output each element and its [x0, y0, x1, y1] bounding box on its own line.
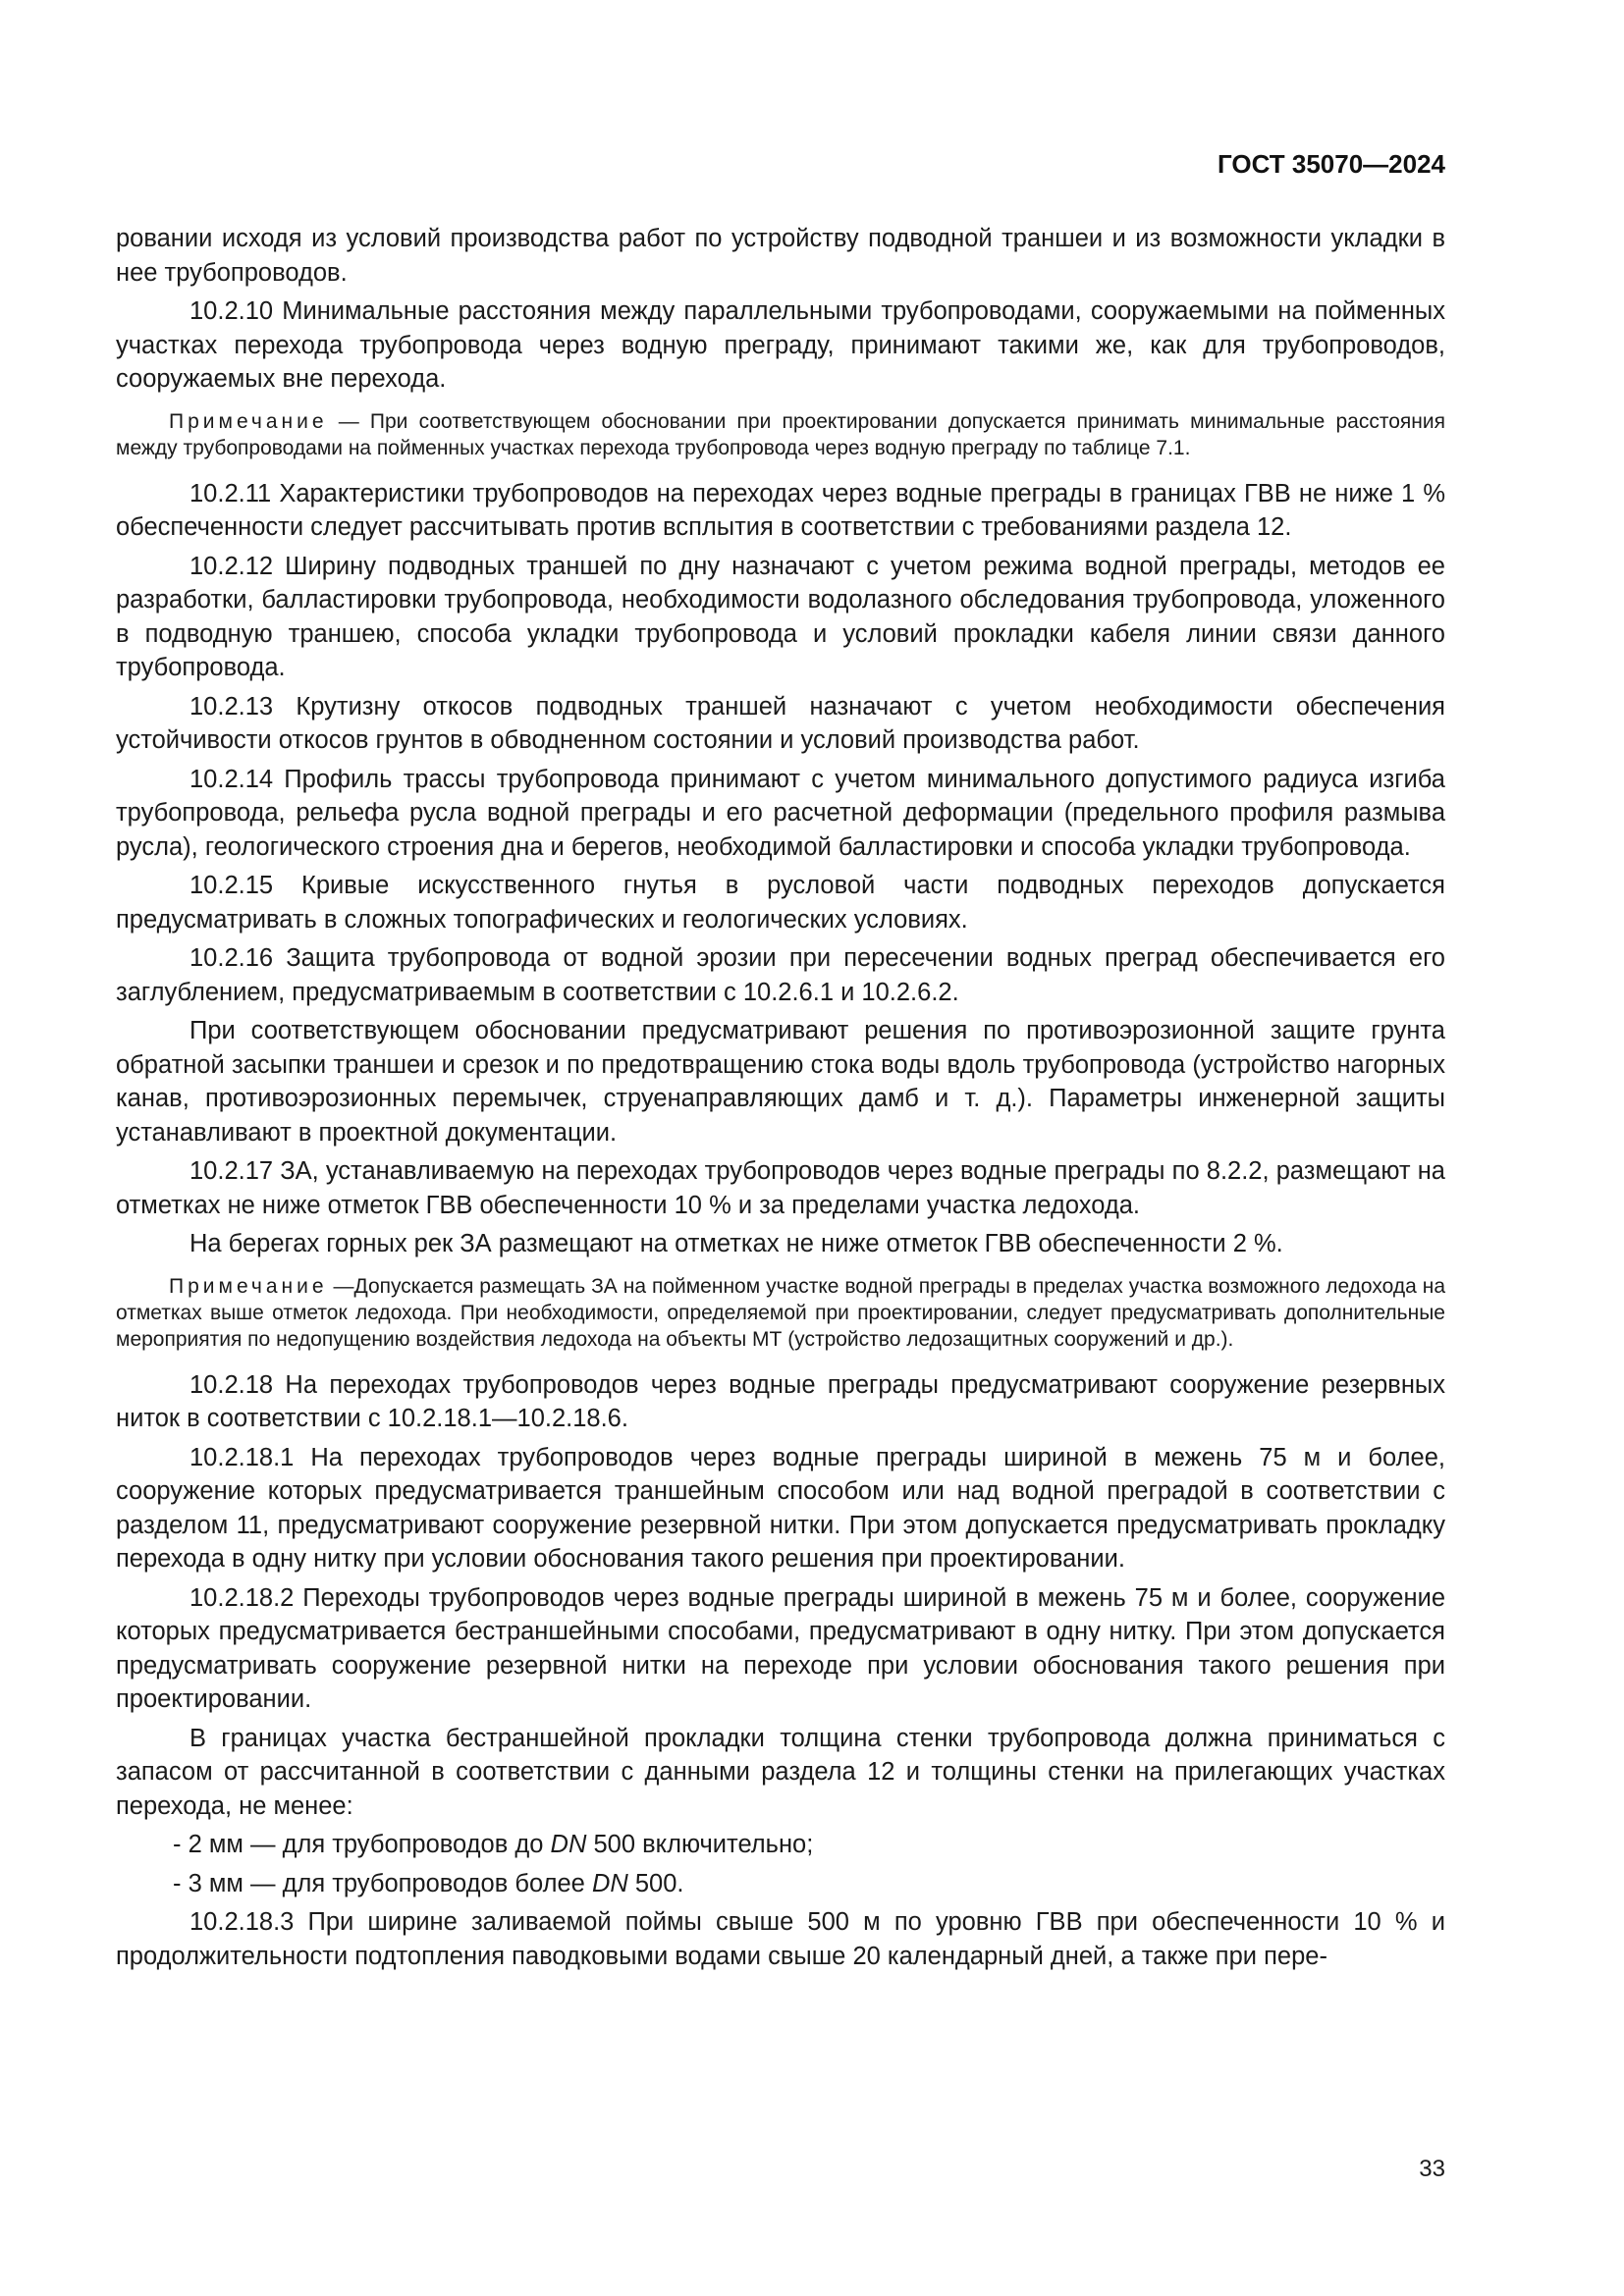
- paragraph-continuation: ровании исходя из условий производства работ по устройству подводной траншеи и из возможности укладки в нее трубопроводов.: [116, 225, 1445, 287]
- paragraph-10-2-13: 10.2.13 Крутизну откосов подводных траншей назначают с учетом необходимости обеспечения устойчивости откосов грунтов в обводненном состоянии и условий производства работ.: [116, 692, 1445, 754]
- paragraph-10-2-16: 10.2.16 Защита трубопровода от водной эрозии при пересечении водных преград обеспечивается его заглублением, предусматриваемым в соответствии с 10.2.6.1 и 10.2.6.2.: [116, 944, 1445, 1006]
- paragraph-10-2-18-1: 10.2.18.1 На переходах трубопроводов через водные преграды шириной в межень 75 м и более, сооружение которых предусматривается траншейным способом или над водной преградой в соответствии с разделом 11, предусматривают сооружение резервной нитки. При этом допускается предусматривать прокладку перехода в одну нитку при условии обоснования такого решения при проектировании.: [116, 1443, 1445, 1573]
- note-1: [116, 408, 1445, 461]
- document-standard-id: ГОСТ 35070—2024: [1218, 149, 1445, 179]
- paragraph-10-2-18-3: 10.2.18.3 При ширине заливаемой поймы свыше 500 м по уровню ГВВ при обеспеченности 10 % и продолжительности подтопления паводковыми водами свыше 20 календарный дней, а также при пере-: [116, 1908, 1445, 1970]
- paragraph-10-2-17: 10.2.17 ЗА, устанавливаемую на переходах трубопроводов через водные преграды по 8.2.2, размещают на отметках не ниже отметок ГВВ обеспеченности 10 % и за пределами участка ледохода.: [116, 1157, 1445, 1219]
- dn-symbol: DN: [591, 1869, 628, 1897]
- paragraph-10-2-18: 10.2.18 На переходах трубопроводов через водные преграды предусматривают сооружение резервных ниток в соответствии с 10.2.18.1—10.2.18.6.: [116, 1370, 1445, 1432]
- paragraph-10-2-18-2: 10.2.18.2 Переходы трубопроводов через водные преграды шириной в межень 75 м и более, сооружение которых предусматривается бестраншейными способами, предусматривают в одну нитку. При этом допускается предусматривать сооружение резервной нитки на переходе при условии обоснования такого решения при проектировании.: [116, 1583, 1445, 1713]
- paragraph-10-2-11: 10.2.11 Характеристики трубопроводов на переходах через водные преграды в границах ГВВ не ниже 1 % обеспеченности следует рассчитывать против всплытия в соответствии с требованиями раздела 12.: [116, 479, 1445, 541]
- list-item: - 3 мм — для трубопроводов более DN 500.: [173, 1869, 684, 1897]
- paragraph-10-2-15: 10.2.15 Кривые искусственного гнутья в русловой части подводных переходов допускается предусматривать в сложных топографических и геологических условиях.: [116, 872, 1445, 934]
- list-item: - 2 мм — для трубопроводов до DN 500 включительно;: [173, 1831, 814, 1858]
- paragraph-wall-thickness: В границах участка бестраншейной прокладки толщина стенки трубопровода должна приниматься с запасом от рассчитанной в соответствии с данными раздела 12 и толщины стенки на прилегающих участках перехода, не менее:: [116, 1724, 1445, 1820]
- note-2-heading: Примечание: [169, 1274, 328, 1298]
- page-number: 33: [1419, 2156, 1445, 2182]
- note-1-heading: Примечание: [169, 409, 328, 433]
- dn-symbol: DN: [550, 1831, 587, 1858]
- note-2: [116, 1273, 1445, 1353]
- paragraph-10-2-10: 10.2.10 Минимальные расстояния между параллельными трубопроводами, сооружаемыми на пойменных участках перехода трубопровода через водную преграду, принимают такими же, как для трубопроводов, сооружаемых вне перехода.: [116, 297, 1445, 393]
- paragraph-10-2-14: 10.2.14 Профиль трассы трубопровода принимают с учетом минимального допустимого радиуса изгиба трубопровода, рельефа русла водной преграды и его расчетной деформации (предельного профиля размыва русла), геологического строения дна и берегов, необходимой балластировки и способа укладки трубопровода.: [116, 765, 1445, 861]
- note-1-text: — При соответствующем обосновании при проектировании допускается принимать минимальные расстояния между трубопроводами на пойменных участках перехода трубопровода через водную преграду по таблице 7.1.: [116, 409, 1445, 459]
- paragraph-erosion-protection: При соответствующем обосновании предусматривают решения по противоэрозионной защите грунта обратной засыпки траншеи и срезок и по предотвращению стока воды вдоль трубопровода (устройство нагорных канав, противоэрозионных перемычек, струенаправляющих дамб и т. д.). Параметры инженерной защиты устанавливают в проектной документации.: [116, 1017, 1445, 1147]
- paragraph-10-2-12: 10.2.12 Ширину подводных траншей по дну назначают с учетом режима водной преграды, методов ее разработки, балластировки трубопровода, необходимости водолазного обследования трубопровода, уложенного в подводную траншею, способа укладки трубопровода и условий прокладки кабеля линии связи данного трубопровода.: [116, 552, 1445, 681]
- paragraph-mountain-rivers: На берегах горных рек ЗА размещают на отметках не ниже отметок ГВВ обеспеченности 2 %.: [189, 1230, 1283, 1257]
- document-body: [116, 222, 1445, 1978]
- note-2-text: —Допускается размещать ЗА на пойменном участке водной преграды в пределах участка возможного ледохода на отметках выше отметок ледохода. При необходимости, определяемой при проектировании, следует предусматривать дополнительные мероприятия по недопущению воздействия ледохода на объекты МТ (устройство ледозащитных сооружений и др.).: [116, 1274, 1445, 1351]
